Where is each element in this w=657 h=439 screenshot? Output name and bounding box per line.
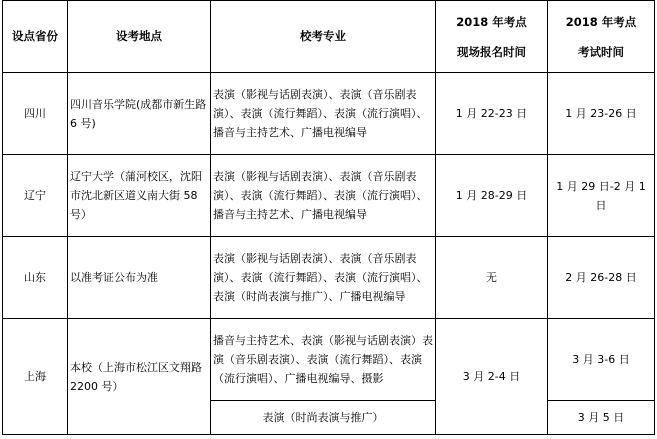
header-exam-year: 2018 年考点 [565, 14, 637, 29]
exam-cell: 1 月 23-26 日 [548, 73, 655, 155]
header-majors: 校考专业 [211, 1, 436, 73]
province-cell: 上海 [3, 319, 68, 435]
extra-major-cell: 表演（时尚表演与推广） [211, 401, 436, 435]
registration-cell: 3 月 2-4 日 [436, 319, 548, 435]
exam-schedule-table [2, 0, 655, 435]
header-registration-year: 2018 年考点 [456, 14, 527, 29]
header-exam [548, 1, 655, 73]
header-registration [436, 1, 548, 73]
location-cell: 四川音乐学院(成都市新生路 6 号) [68, 73, 211, 155]
province-cell: 辽宁 [3, 155, 68, 237]
exam-cell: 1 月 29 日-2 月 1 日 [548, 155, 655, 237]
location-cell: 辽宁大学（蒲河校区，沈阳市沈北新区道义南大街 58 号） [68, 155, 211, 237]
exam-cell: 3 月 3-6 日 [548, 319, 655, 401]
exam-cell: 2 月 26-28 日 [548, 237, 655, 319]
location-cell: 本校（上海市松江区文翔路 2200 号） [68, 319, 211, 435]
registration-cell: 无 [436, 237, 548, 319]
header-exam-label: 考试时间 [578, 44, 624, 59]
province-cell: 四川 [3, 73, 68, 155]
table-row [3, 73, 655, 155]
registration-cell: 1 月 28-29 日 [436, 155, 548, 237]
majors-cell: 表演（影视与话剧表演）、表演（音乐剧表演）、表演（流行舞蹈）、表演（流行演唱）、播音与主持艺术、广播电视编导 [211, 73, 436, 155]
majors-cell: 播音与主持艺术、表演（影视与话剧表演）表演（音乐剧表演）、表演（流行舞蹈）、表演（流行演唱）、广播电视编导、摄影 [211, 319, 436, 401]
header-row [3, 1, 655, 73]
header-location: 设考地点 [68, 1, 211, 73]
extra-exam-cell: 3 月 5 日 [548, 401, 655, 435]
table-row [3, 155, 655, 237]
header-registration-label: 现场报名时间 [457, 44, 526, 59]
table-row [3, 319, 655, 401]
province-cell: 山东 [3, 237, 68, 319]
registration-cell: 1 月 22-23 日 [436, 73, 548, 155]
location-cell: 以准考证公布为准 [68, 237, 211, 319]
majors-cell: 表演（影视与话剧表演）、表演（音乐剧表演）、表演（流行舞蹈）、表演（流行演唱）、表演（时尚表演与推广）、广播电视编导 [211, 237, 436, 319]
table-row [3, 237, 655, 319]
header-province: 设点省份 [3, 1, 68, 73]
majors-cell: 表演（影视与话剧表演）、表演（音乐剧表演）、表演（流行舞蹈）、表演（流行演唱）、播音与主持艺术、广播电视编导 [211, 155, 436, 237]
